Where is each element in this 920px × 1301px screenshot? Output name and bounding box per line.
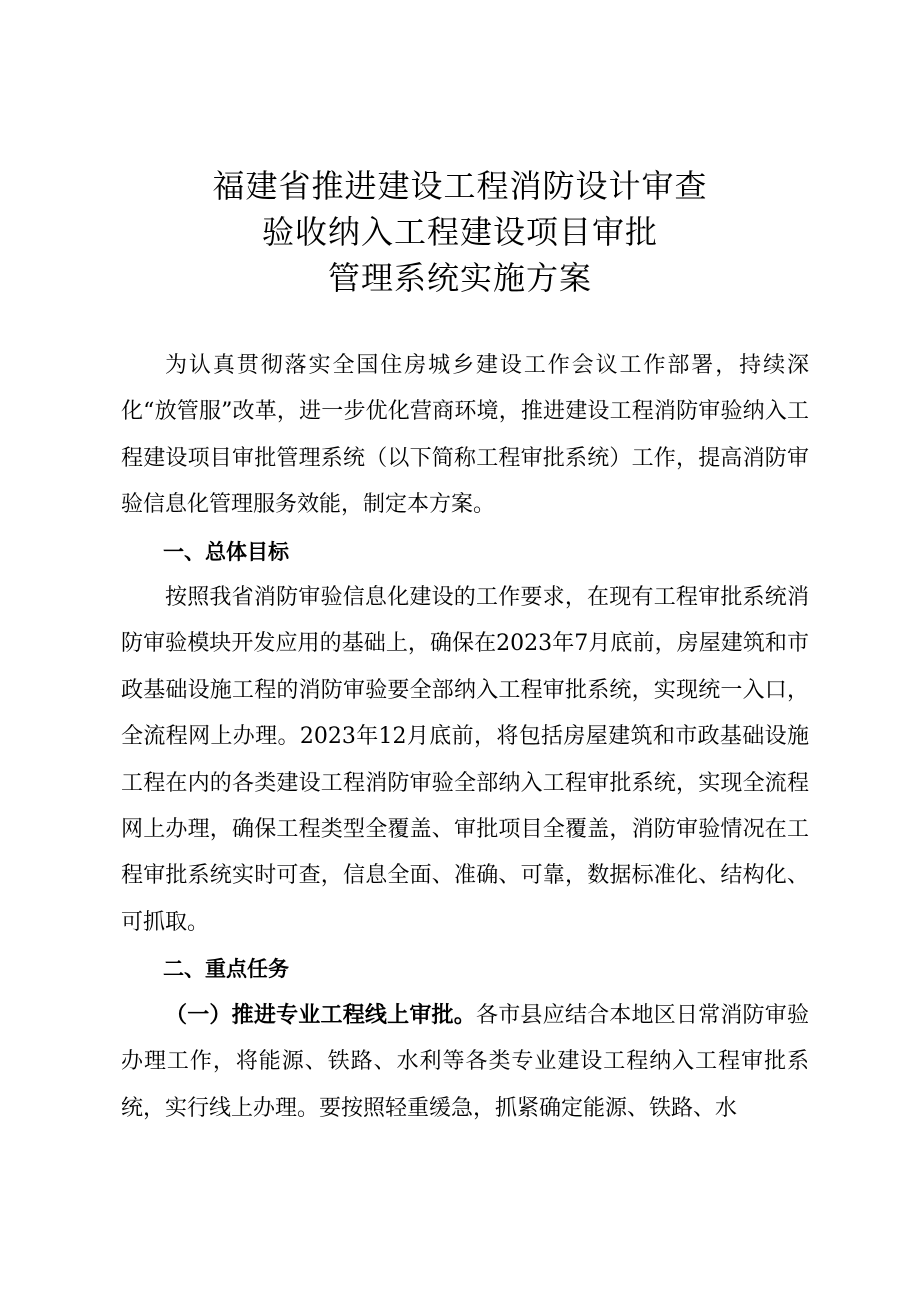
document-title-line-1: 福建省推进建设工程消防设计审查 bbox=[212, 167, 708, 205]
section-2-item-1-paragraph bbox=[121, 993, 809, 1132]
section-1-paragraph: 按照我省消防审验信息化建设的工作要求，在现有工程审批系统消防审验模块开发应用的基础上，确保在2023年7月底前，房屋建筑和市政基础设施工程的消防审验要全部纳入工程审批系统，实现统一入口，全流程网上办理。2023年12月底前，将包括房屋建筑和市政基础设施工程在内的各类建设工程消防审验全部纳入工程审批系统，实现全流程网上办理，确保工程类型全覆盖、审批项目全覆盖，消防审验情况在工程审批系统实时可查，信息全面、准确、可靠，数据标准化、结构化、可抓取。 bbox=[121, 585, 809, 935]
intro-paragraph: 为认真贯彻落实全国住房城乡建设工作会议工作部署，持续深化“放管服”改革，进一步优化营商环境，推进建设工程消防审验纳入工程建设项目审批管理系统（以下简称工程审批系统）工作，提高消防审验信息化管理服务效能，制定本方案。 bbox=[121, 353, 809, 518]
section-2-item-1-lead: （一）推进专业工程线上审批。 bbox=[165, 1002, 476, 1028]
section-2-item-1-text: 各市县应结合本地区日常消防审验办理工作，将能源、铁路、水利等各类专业建设工程纳入工程审批系统，实行线上办理。要按照轻重缓急，抓紧确定能源、铁路、水 bbox=[121, 1002, 809, 1121]
section-heading-2: 二、重点任务 bbox=[163, 957, 289, 982]
document-body bbox=[121, 343, 809, 1132]
document-title-line-2: 验收纳入工程建设项目审批 bbox=[261, 213, 658, 251]
document-title-line-3: 管理系统实施方案 bbox=[327, 259, 592, 297]
section-heading-1: 一、总体目标 bbox=[163, 539, 289, 564]
